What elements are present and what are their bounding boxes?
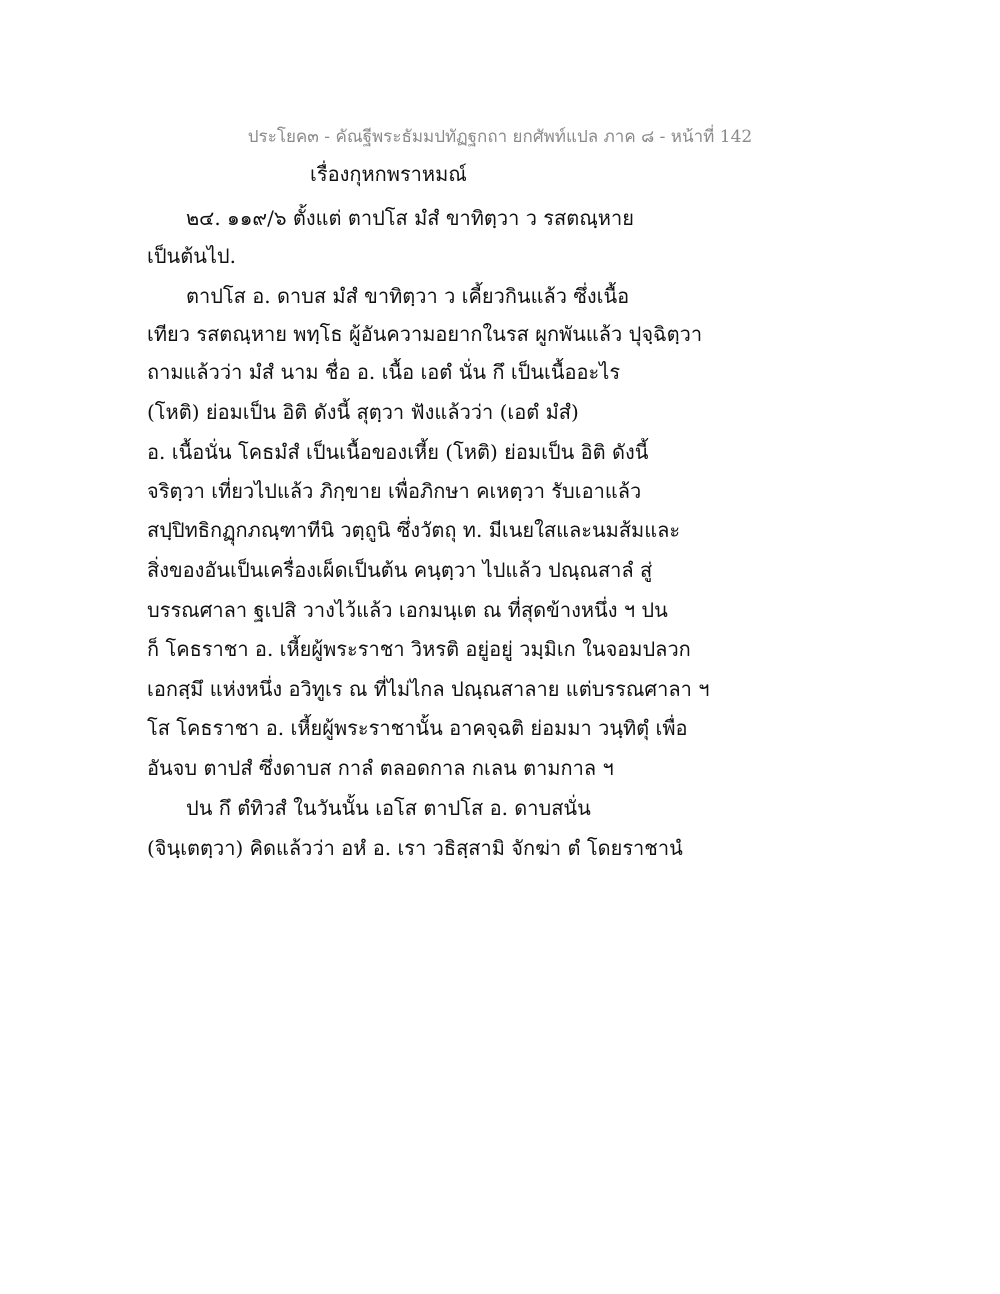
body-line: สปฺปิทธิกฏุกภณฺฑาทีนิ วตฺถูนิ ซึ่งวัตถุ ท. มีเนยใสและนมส้มและ [147,518,681,542]
body-line: อันจบ ตาปสํ ซึ่งดาบส กาลํ ตลอดกาล กเลน ตามกาล ฯ [147,756,614,780]
body-line: (จินฺเตตฺวา) คิดแล้วว่า อหํ อ. เรา วธิสฺสามิ จักฆ่า ตํ โดยราชานํ [147,836,683,860]
running-head: ประโยค๓ - คัณฐีพระธัมมปทัฏฐกถา ยกศัพท์แปล ภาค ๘ - หน้าที่ 142 [247,127,753,147]
body-line: ปน กึ ตํทิวสํ ในวันนั้น เอโส ตาปโส อ. ดาบสนั่น [186,796,591,820]
body-line: โส โคธราชา อ. เหี้ยผู้พระราชานั้น อาคจฺฉติ ย่อมมา วนฺทิตุํ เพื่อ [147,716,688,740]
body-line: เทียว รสตณฺหาย พทฺโธ ผู้อันความอยากในรส ผูกพันแล้ว ปุจฺฉิตฺวา [147,322,703,346]
body-line: สิ่งของอันเป็นเครื่องเผ็ดเป็นต้น คนฺตฺวา ไปแล้ว ปณฺณสาลํ สู่ [147,558,653,582]
body-line: ก็ โคธราชา อ. เหี้ยผู้พระราชา วิหรติ อยู่อยู่ วมฺมิเก ในจอมปลวก [147,637,691,661]
body-line: (โหติ) ย่อมเป็น อิติ ดังนี้ สุตฺวา ฟังแล้วว่า (เอตํ มํสํ) [147,400,579,424]
body-line: เป็นต้นไป. [147,244,236,268]
story-title: เรื่องกุหกพราหมณ์ [310,162,467,186]
body-line: ๒๔. ๑๑๙/๖ ตั้งแต่ ตาปโส มํสํ ขาทิตฺวา ว รสตณฺหาย [186,206,634,230]
body-line: อ. เนื้อนั่น โคธมํสํ เป็นเนื้อของเหี้ย (โหติ) ย่อมเป็น อิติ ดังนี้ [147,440,649,464]
body-line: จริตฺวา เที่ยวไปแล้ว ภิกฺขาย เพื่อภิกษา คเหตฺวา รับเอาแล้ว [147,479,642,503]
body-line: เอกสฺมึ แห่งหนึ่ง อวิทูเร ณ ที่ไม่ไกล ปณฺณสาลาย แต่บรรณศาลา ฯ [147,677,710,701]
body-line: ถามแล้วว่า มํสํ นาม ชื่อ อ. เนื้อ เอตํ นั่น กึ เป็นเนื้ออะไร [147,360,621,384]
body-line: ตาปโส อ. ดาบส มํสํ ขาทิตฺวา ว เคี้ยวกินแล้ว ซึ่งเนื้อ [186,284,630,308]
body-line: บรรณศาลา ฐเปสิ วางไว้แล้ว เอกมนฺเต ณ ที่สุดข้างหนึ่ง ฯ ปน [147,598,668,622]
